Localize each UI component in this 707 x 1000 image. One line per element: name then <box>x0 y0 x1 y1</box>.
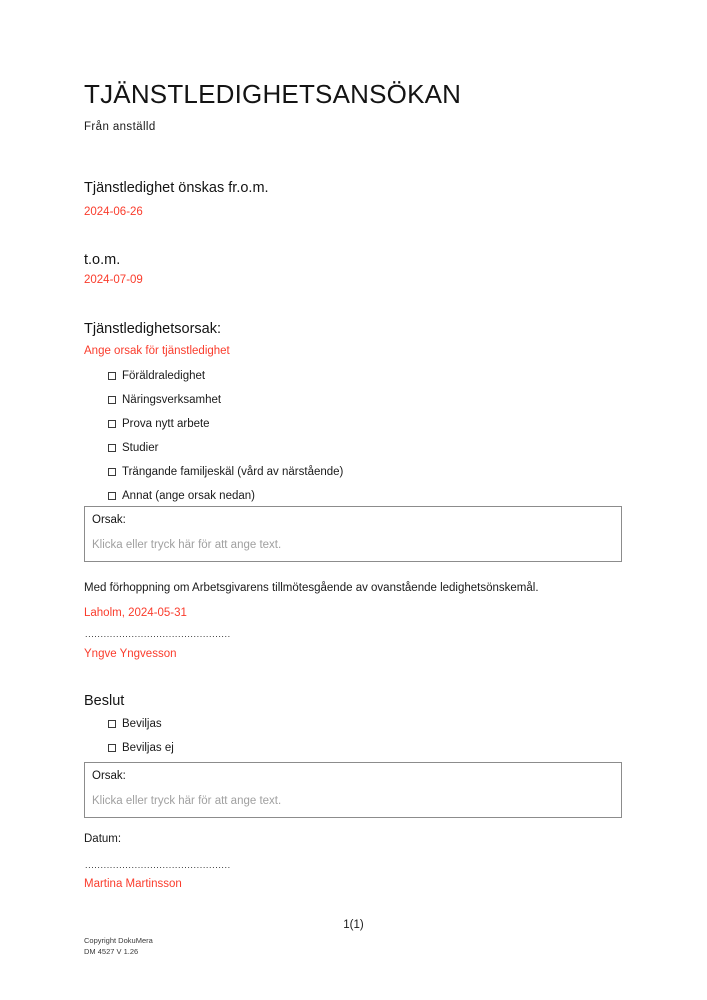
employee-signer-name[interactable]: Yngve Yngvesson <box>84 648 177 660</box>
decision-textbox-placeholder[interactable]: Klicka eller tryck här för att ange text. <box>92 794 282 807</box>
checkbox-row-beviljas[interactable] <box>108 718 162 730</box>
decision-textbox[interactable] <box>84 762 622 818</box>
checkbox-row-naringsverksamhet[interactable] <box>108 394 221 406</box>
to-date-heading: t.o.m. <box>84 252 121 268</box>
footer-copyright: Copyright DokuMera <box>84 936 153 945</box>
checkbox-icon[interactable] <box>108 372 116 380</box>
from-date-heading: Tjänstledighet önskas fr.o.m. <box>84 180 269 196</box>
decision-signature-dotted-line: ............................................... <box>85 860 231 870</box>
checkbox-label: Annat (ange orsak nedan) <box>122 490 255 502</box>
checkbox-icon[interactable] <box>108 444 116 452</box>
page-subtitle: Från anställd <box>84 121 156 133</box>
reason-textbox-label: Orsak: <box>92 514 126 526</box>
checkbox-row-annat[interactable] <box>108 490 255 502</box>
checkbox-row-beviljas-ej[interactable] <box>108 742 174 754</box>
checkbox-icon[interactable] <box>108 468 116 476</box>
reason-textbox-placeholder[interactable]: Klicka eller tryck här för att ange text. <box>92 538 282 551</box>
checkbox-label: Prova nytt arbete <box>122 418 210 430</box>
decision-date-label: Datum: <box>84 833 122 845</box>
page-number: 1(1) <box>343 919 364 931</box>
checkbox-icon[interactable] <box>108 396 116 404</box>
reason-textbox[interactable] <box>84 506 622 562</box>
checkbox-icon[interactable] <box>108 744 116 752</box>
place-and-date[interactable]: Laholm, 2024-05-31 <box>84 607 187 619</box>
checkbox-row-prova-nytt-arbete[interactable] <box>108 418 210 430</box>
checkbox-icon[interactable] <box>108 420 116 428</box>
checkbox-label: Trängande familjeskäl (vård av närstående) <box>122 466 344 478</box>
checkbox-label: Föräldraledighet <box>122 370 206 382</box>
from-date-value[interactable]: 2024-06-26 <box>84 206 143 218</box>
to-date-value[interactable]: 2024-07-09 <box>84 274 143 286</box>
checkbox-row-studier[interactable] <box>108 442 158 454</box>
reason-heading: Tjänstledighetsorsak: <box>84 321 222 337</box>
checkbox-label: Studier <box>122 442 159 454</box>
checkbox-label: Beviljas <box>122 718 162 730</box>
decision-heading: Beslut <box>84 693 125 709</box>
footer-doc-id: DM 4527 V 1.26 <box>84 947 139 956</box>
checkbox-row-foraldraledighet[interactable] <box>108 370 205 382</box>
checkbox-label: Näringsverksamhet <box>122 394 222 406</box>
checkbox-row-trangande-familjeskal[interactable] <box>108 466 343 478</box>
closing-statement: Med förhoppning om Arbetsgivarens tillmötesgående av ovanstående ledighetsönskemål. <box>84 582 539 594</box>
checkbox-icon[interactable] <box>108 492 116 500</box>
checkbox-icon[interactable] <box>108 720 116 728</box>
decision-textbox-label: Orsak: <box>92 770 126 782</box>
employer-signer-name[interactable]: Martina Martinsson <box>84 878 182 890</box>
reason-instruction[interactable]: Ange orsak för tjänstledighet <box>84 345 230 357</box>
page-title: TJÄNSTLEDIGHETSANSÖKAN <box>84 79 462 109</box>
signature-dotted-line: ............................................... <box>85 629 231 639</box>
checkbox-label: Beviljas ej <box>122 742 174 754</box>
